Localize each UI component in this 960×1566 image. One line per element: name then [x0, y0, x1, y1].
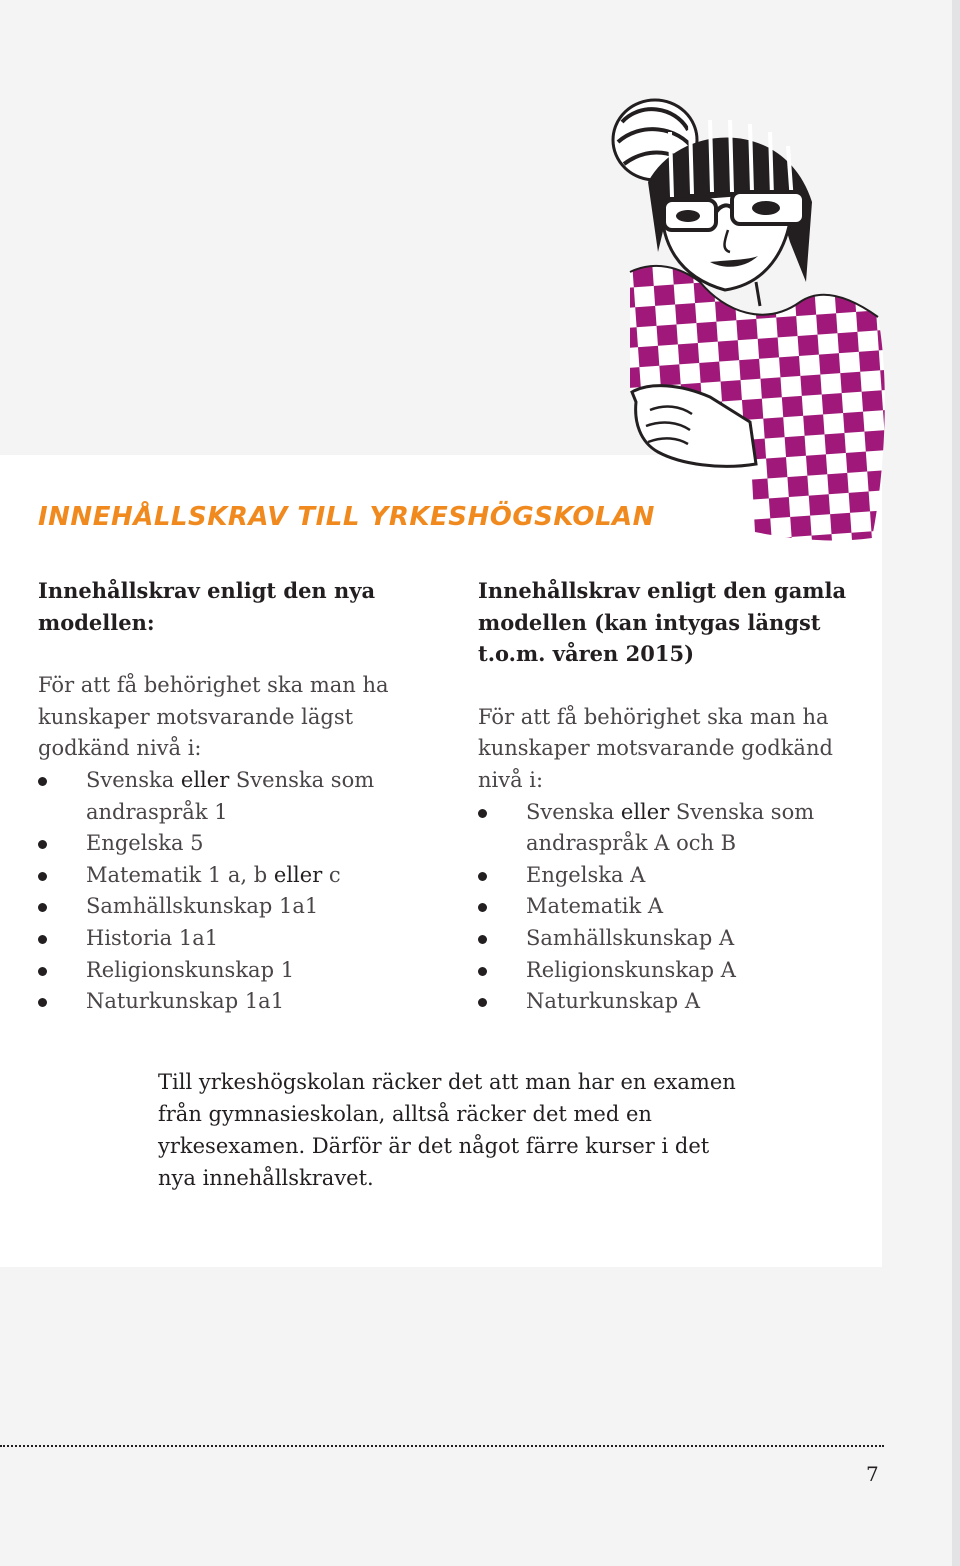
old-model-list	[478, 797, 858, 1018]
dotted-divider	[0, 1445, 884, 1447]
list-item: Svenska eller Svenska som andraspråk A och B	[478, 797, 858, 860]
list-item: Naturkunskap 1a1	[38, 986, 408, 1018]
bullet-icon	[478, 809, 487, 818]
bullet-icon	[478, 903, 487, 912]
bullet-icon	[478, 935, 487, 944]
new-model-column	[38, 575, 408, 1018]
list-item: Engelska 5	[38, 828, 408, 860]
list-item: Historia 1a1	[38, 923, 408, 955]
bullet-icon	[38, 872, 47, 881]
list-item: Svenska eller Svenska som andraspråk 1	[38, 765, 408, 828]
bullet-icon	[478, 967, 487, 976]
list-item: Engelska A	[478, 860, 858, 892]
page-edge-strip	[952, 0, 960, 1566]
old-model-column	[478, 575, 858, 1018]
bullet-icon	[478, 998, 487, 1007]
list-item: Matematik A	[478, 891, 858, 923]
old-model-intro: För att få behörighet ska man ha kunskaper motsvarande godkänd nivå i:	[478, 704, 833, 792]
list-item: Naturkunskap A	[478, 986, 858, 1018]
bullet-icon	[478, 872, 487, 881]
bullet-icon	[38, 777, 47, 786]
girl-illustration	[560, 92, 890, 544]
bullet-icon	[38, 998, 47, 1007]
new-model-title: Innehållskrav enligt den nya modellen:	[38, 578, 376, 635]
old-model-title: Innehållskrav enligt den gamla modellen (kan intygas längst t.o.m. våren 2015)	[478, 578, 847, 667]
new-model-intro: För att få behörighet ska man ha kunskaper motsvarande lägst godkänd nivå i:	[38, 673, 389, 761]
bullet-icon	[38, 840, 47, 849]
list-item: Religionskunskap A	[478, 955, 858, 987]
page-heading: INNEHÅLLSKRAV TILL YRKESHÖGSKOLAN	[38, 502, 655, 532]
list-item: Religionskunskap 1	[38, 955, 408, 987]
new-model-list	[38, 765, 408, 1018]
bullet-icon	[38, 967, 47, 976]
summary-paragraph: Till yrkeshögskolan räcker det att man har en examen från gymnasieskolan, alltså räcker det med en yrkesexamen. Därför är det något färre kurser i det nya innehållskravet.	[158, 1070, 736, 1190]
bullet-icon	[38, 903, 47, 912]
bullet-icon	[38, 935, 47, 944]
page-number: 7	[866, 1462, 879, 1486]
list-item: Samhällskunskap 1a1	[38, 891, 408, 923]
list-item: Samhällskunskap A	[478, 923, 858, 955]
list-item: Matematik 1 a, b eller c	[38, 860, 408, 892]
